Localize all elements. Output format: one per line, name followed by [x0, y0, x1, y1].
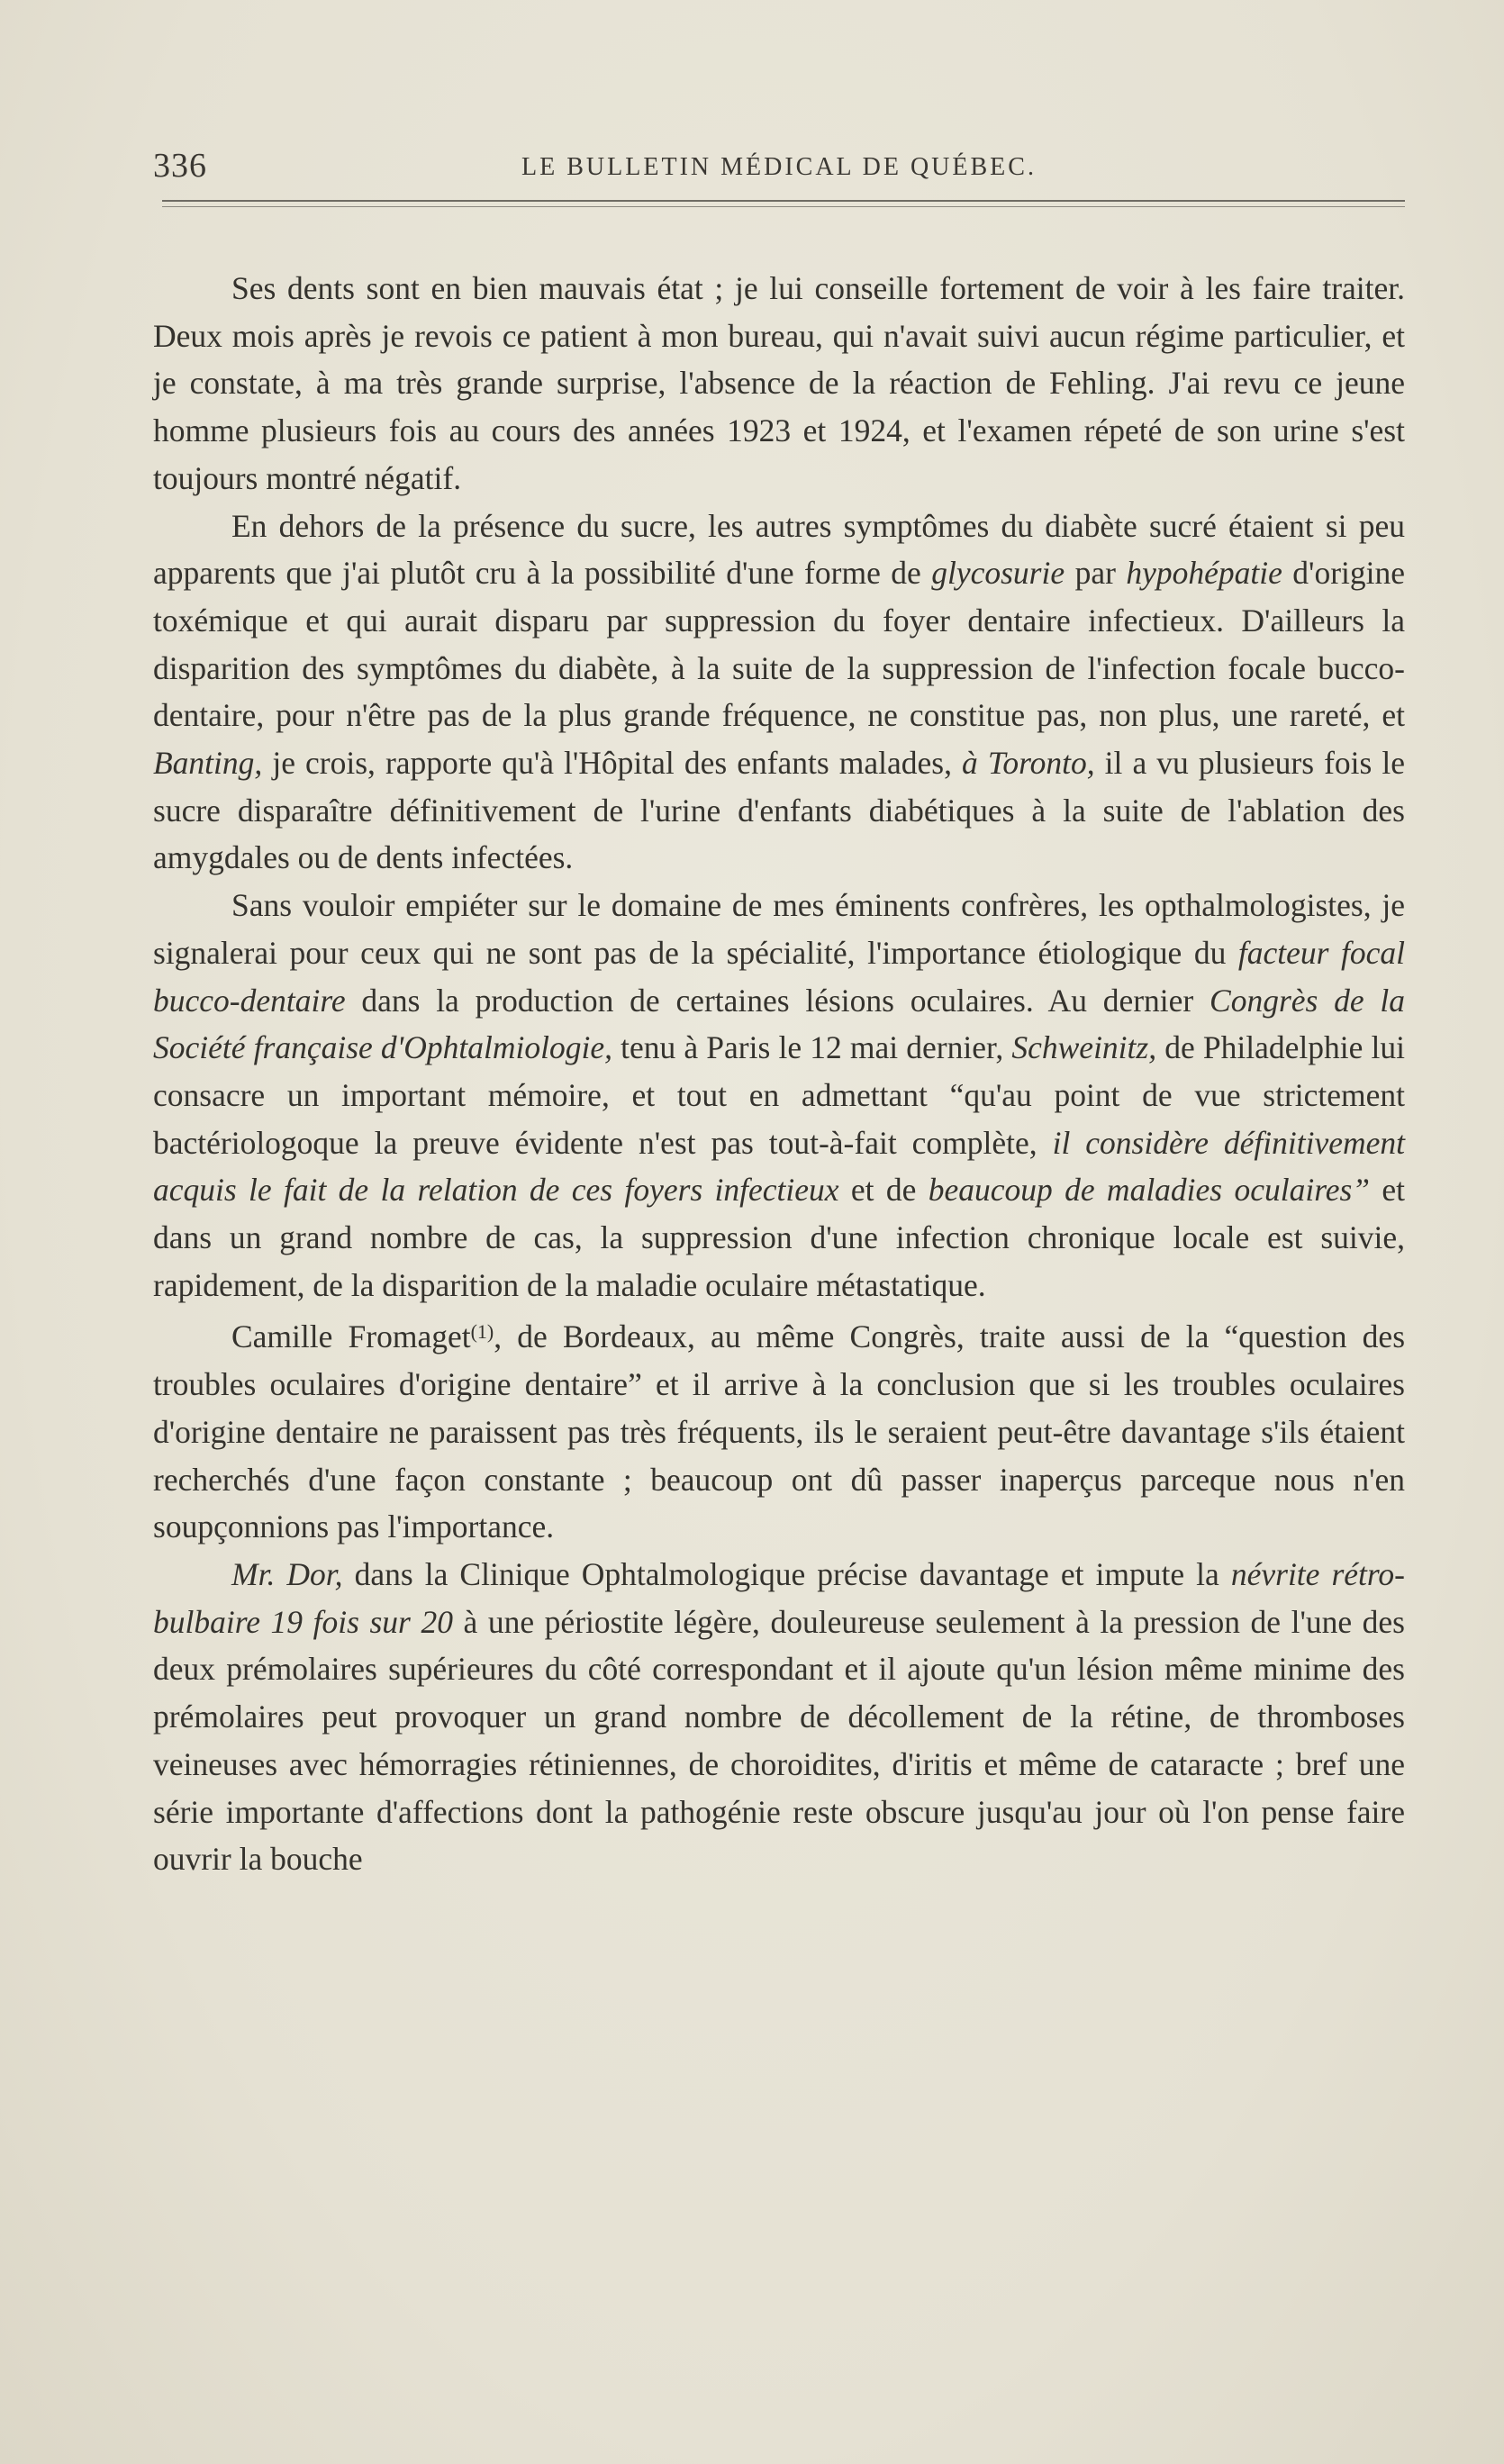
text-run: , de Bordeaux, au même Congrès, traite aussi de la “question des troubles oculaires d'origine dentaire” et il arrive à la conclusion que si les troubles oculaires d'origine dentaire ne paraissent pas très fréquents, ils le seraient peut-être davantage s'ils étaient recherchés d'une façon constante ; beaucoup ont dû passer inaperçus parceque nous n'en soupçonnions pas l'importance.	[153, 1318, 1406, 1545]
italic-name: Schweinitz,	[1011, 1029, 1157, 1066]
footnote-marker: (1)	[470, 1320, 494, 1344]
paragraph-2	[153, 503, 1405, 883]
text-run: il a vu plusieurs fois le sucre disparaître définitivement de l'urine d'enfants diabétiques à la suite de l'ablation des amygdales ou de dents infectées.	[153, 745, 1405, 876]
paragraph-3	[153, 882, 1405, 1309]
text-run: d'origine toxémique et qui aurait disparu par suppression du foyer dentaire infectieux. D'ailleurs la disparition des symptômes du diabète, à la suite de la suppression de l'infection focale bucco-dentaire, pour n'être pas de la plus grande fréquence, ne constitue pas, non plus, une rareté, et	[153, 555, 1406, 734]
text-run: de Philadelphie lui consacre un important mémoire, et tout en admettant “qu'au point de vue strictement bactériologoque la preuve évidente n'est pas tout-à-fait complète,	[153, 1029, 1406, 1161]
text-run: Sans vouloir empiéter sur le domaine de mes éminents confrères, les opthalmologistes, je signalerai pour ceux qui ne sont pas de la spécialité, l'importance étiologique du	[153, 887, 1405, 971]
italic-place: à Toronto,	[962, 745, 1095, 782]
paragraph-1	[153, 265, 1405, 503]
running-title: LE BULLETIN MÉDICAL DE QUÉBEC.	[521, 153, 1037, 181]
paragraph-1-text: Ses dents sont en bien mauvais état ; je lui conseille fortement de voir à les faire traiter. Deux mois après je revois ce patient à mon bureau, qui n'avait suivi aucun régime particulier, et je constate, à ma très grande surprise, l'absence de la réaction de Fehling. J'ai revu ce jeune homme plusieurs fois au cours des années 1923 et 1924, et l'examen répeté de son urine s'est toujours montré négatif.	[153, 270, 1405, 496]
page-number: 336	[153, 147, 207, 185]
text-run: dans la production de certaines lésions oculaires. Au dernier	[345, 982, 1210, 1019]
italic-term: facteur focal bucco-dentaire	[153, 934, 1405, 1019]
page-header	[153, 146, 1405, 191]
paragraph-5	[153, 1551, 1405, 1883]
text-run: je crois, rapporte qu'à l'Hôpital des enfants malades,	[262, 745, 963, 782]
text-run: En dehors de la présence du sucre, les autres symptômes du diabète sucré étaient si peu apparents que j'ai plutôt cru à la possibilité d'une forme de	[153, 507, 1405, 592]
header-rule-thin	[162, 206, 1405, 207]
header-rule	[162, 200, 1405, 202]
italic-quote: beaucoup de maladies oculaires”	[928, 1172, 1371, 1209]
text-run: par	[1065, 555, 1127, 592]
italic-name: Banting,	[153, 745, 263, 782]
italic-term: glycosurie	[931, 555, 1065, 592]
italic-term: hypohépatie	[1126, 555, 1282, 592]
text-run: tenu à Paris le 12 mai dernier,	[612, 1029, 1012, 1066]
italic-congress: Congrès de la Société française d'Ophtalmiologie,	[153, 982, 1405, 1066]
body-text	[153, 265, 1405, 1883]
text-run: et dans un grand nombre de cas, la suppression d'une infection chronique locale est suivie, rapidement, de la disparition de la maladie oculaire métastatique.	[153, 1172, 1405, 1303]
text-run: Camille Fromaget	[231, 1318, 471, 1355]
text-run: à une périostite légère, douleureuse seulement à la pression de l'une des deux prémolaires supérieures du côté correspondant et il ajoute qu'un lésion même minime des prémolaires peut provoquer un grand nombre de décollement de la rétine, de thromboses veineuses avec hémorragies rétiniennes, de choroidites, d'iritis et même de cataracte ; bref une série importante d'affections dont la pathogénie reste obscure jusqu'au jour où l'on pense faire ouvrir la bouche	[153, 1603, 1406, 1878]
text-run: et de	[838, 1172, 929, 1209]
paragraph-4	[153, 1309, 1405, 1551]
text-run: dans la Clinique Ophtalmologique précise davantage et impute la	[342, 1555, 1231, 1592]
italic-term: névrite rétro-bulbaire 19 fois sur 20	[153, 1555, 1405, 1640]
italic-name: Mr. Dor,	[231, 1555, 343, 1592]
italic-quote: il considère définitivement acquis le fait de la relation de ces foyers infectieux	[153, 1124, 1405, 1209]
